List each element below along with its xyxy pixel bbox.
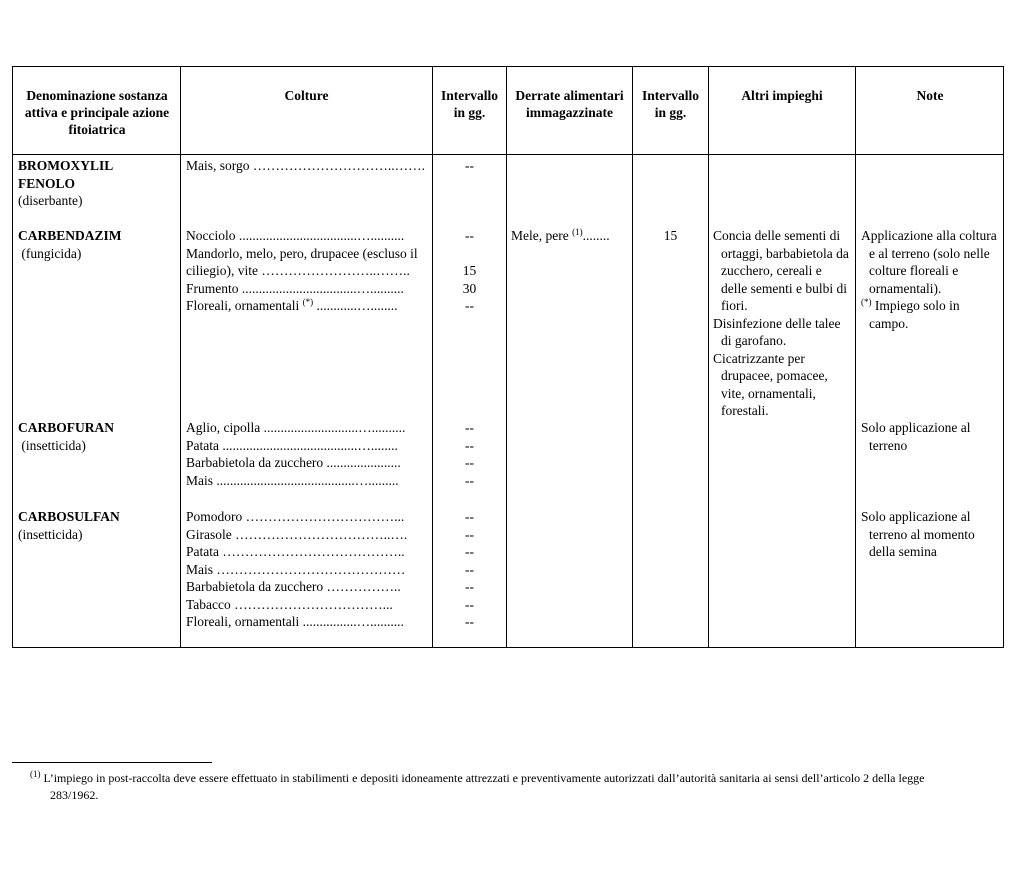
coltura-row: Nocciolo ...................................….......... xyxy=(186,228,405,243)
coltura-dots: ............…........ xyxy=(313,298,398,313)
substance-name: CARBOFURAN xyxy=(18,420,114,435)
colture-group xyxy=(186,508,407,631)
note-text-span: Impiego solo in campo. xyxy=(869,298,960,331)
coltura-row: ciliegio), vite ……………………..…….. xyxy=(186,263,410,278)
coltura-row xyxy=(186,297,418,315)
coltura-row: Tabacco ……………………………... xyxy=(186,596,393,612)
substance-carbosulfan xyxy=(18,508,120,543)
header-line: Intervallo xyxy=(642,88,699,103)
substance-action: (insetticida) xyxy=(18,437,86,453)
note-carbosulfan xyxy=(861,508,989,561)
intervallo-value: -- xyxy=(465,298,474,313)
coltura-row: Patata ........................................…........ xyxy=(186,437,398,453)
substance-action: (diserbante) xyxy=(18,193,83,208)
coltura-row: Barbabietola da zucchero …………….. xyxy=(186,579,401,594)
coltura-row: Patata ………………………………….. xyxy=(186,544,405,559)
footnote-marker: (*) xyxy=(302,297,314,307)
derrate-cell xyxy=(511,227,610,245)
substance-name: CARBOSULFAN xyxy=(18,509,120,524)
note-text: Solo applicazione al terreno xyxy=(861,420,971,453)
header-line: Intervallo xyxy=(441,88,498,103)
footnote-line: 283/1962. xyxy=(50,788,99,802)
intervallo-group xyxy=(433,419,506,489)
header-sostanza xyxy=(15,87,179,138)
header-line: attiva e principale azione xyxy=(24,105,170,120)
intervallo-value: 15 xyxy=(462,263,477,278)
header-derrate xyxy=(507,87,632,121)
footnote xyxy=(30,770,990,804)
intervallo-value: -- xyxy=(465,158,474,173)
footnote-marker: (*) xyxy=(861,297,872,307)
substance-bromoxylil xyxy=(18,157,113,210)
intervallo-value: -- xyxy=(465,472,474,488)
derrate-dots: ........ xyxy=(582,228,610,243)
coltura-row: Pomodoro ……………………………... xyxy=(186,509,405,524)
intervallo-value: -- xyxy=(465,509,474,524)
header-line: Colture xyxy=(284,88,329,103)
substance-action: (insetticida) xyxy=(18,526,83,542)
column-divider xyxy=(180,67,181,647)
altri-impieghi-item: Concia delle sementi di ortaggi, barbabietola da zucchero, cereali e delle sementi e bulbi di fiori. xyxy=(713,228,849,313)
intervallo-value: -- xyxy=(465,561,474,577)
column-divider xyxy=(708,67,709,647)
header-line: in gg. xyxy=(654,105,687,120)
intervallo-value: -- xyxy=(465,614,474,629)
header-intervallo-2 xyxy=(633,87,708,121)
header-line: Derrate alimentari xyxy=(515,88,624,103)
column-divider xyxy=(632,67,633,647)
intervallo-value: -- xyxy=(465,596,474,612)
column-divider xyxy=(506,67,507,647)
derrate-text: Mele, pere xyxy=(511,228,573,243)
substance-action: (fungicida) xyxy=(18,245,82,261)
intervallo-value: -- xyxy=(465,579,474,594)
coltura-row: Mandorlo, melo, pero, drupacee (escluso il xyxy=(186,245,418,261)
coltura-text: Floreali, ornamentali xyxy=(186,298,300,313)
intervallo-2-value: 15 xyxy=(663,228,678,243)
header-intervallo xyxy=(433,87,506,121)
altri-impieghi-item: Cicatrizzante per drupacee, pomacee, vite, ornamentali, forestali. xyxy=(713,350,828,418)
coltura-row: Aglio, cipolla ............................….......... xyxy=(186,420,406,435)
header-line: immagazzinate xyxy=(526,105,613,120)
coltura-row: Barbabietola da zucchero ...................... xyxy=(186,455,401,470)
note-carbendazim xyxy=(861,227,1002,332)
intervallo-value: -- xyxy=(465,420,474,435)
footnote-marker: (1) xyxy=(30,769,41,779)
header-line: in gg. xyxy=(453,105,486,120)
substance-carbofuran xyxy=(18,419,114,454)
substance-name: CARBENDAZIM xyxy=(18,228,122,243)
column-divider xyxy=(855,67,856,647)
colture-group xyxy=(186,419,405,489)
intervallo-spacer xyxy=(433,245,506,263)
intervallo-group xyxy=(433,157,506,175)
footnote-marker: (1) xyxy=(572,227,583,237)
intervallo-value: -- xyxy=(465,228,474,243)
header-line: fitoiatrica xyxy=(68,122,126,137)
substance-carbendazim xyxy=(18,227,122,262)
note-text: Solo applicazione al terreno al momento della semina xyxy=(861,509,975,559)
intervallo-value: -- xyxy=(465,455,474,470)
footnote-divider xyxy=(12,762,212,763)
note-text xyxy=(861,297,1002,332)
intervallo-value: -- xyxy=(465,437,474,453)
intervallo-value: -- xyxy=(465,526,474,542)
coltura-row: Mais …………………………………… xyxy=(186,561,406,577)
footnote-line xyxy=(30,770,990,787)
header-line: Altri impieghi xyxy=(741,88,823,103)
coltura-row: Floreali, ornamentali ................….......... xyxy=(186,614,404,629)
substance-name: FENOLO xyxy=(18,175,76,191)
note-text: Applicazione alla coltura e al terreno (solo nelle colture floreali e ornamentali). xyxy=(861,228,997,296)
header-note xyxy=(856,87,1004,104)
coltura-row: Mais .........................................…......... xyxy=(186,472,399,488)
footnote-text: L’impiego in post-raccolta deve essere effettuato in stabilimenti e depositi idoneamente attrezzati e preventivamente autorizzati dall’autorità sanitaria ai sensi dell’articolo 2 della legge xyxy=(40,771,925,785)
intervallo-group xyxy=(433,508,506,631)
intervallo-value: 30 xyxy=(462,280,477,296)
coltura-row: Mais, sorgo …………………………..……. xyxy=(186,158,426,173)
header-line: Note xyxy=(916,88,944,103)
substance-name: BROMOXYLIL xyxy=(18,158,114,173)
altri-impieghi-item: Disinfezione delle talee di garofano. xyxy=(713,315,841,348)
altri-impieghi-cell xyxy=(713,227,851,420)
intervallo-value: -- xyxy=(465,544,474,559)
header-line: Denominazione sostanza xyxy=(26,88,168,103)
intervallo-group xyxy=(433,227,506,315)
header-altri-impieghi xyxy=(709,87,855,104)
colture-group xyxy=(186,157,425,175)
header-colture xyxy=(181,87,432,104)
note-carbofuran xyxy=(861,419,999,454)
coltura-row: Frumento ..................................….......... xyxy=(186,280,404,296)
pesticide-table xyxy=(12,66,1004,648)
colture-group xyxy=(186,227,418,315)
coltura-row: Girasole ……………………………..…. xyxy=(186,526,408,542)
